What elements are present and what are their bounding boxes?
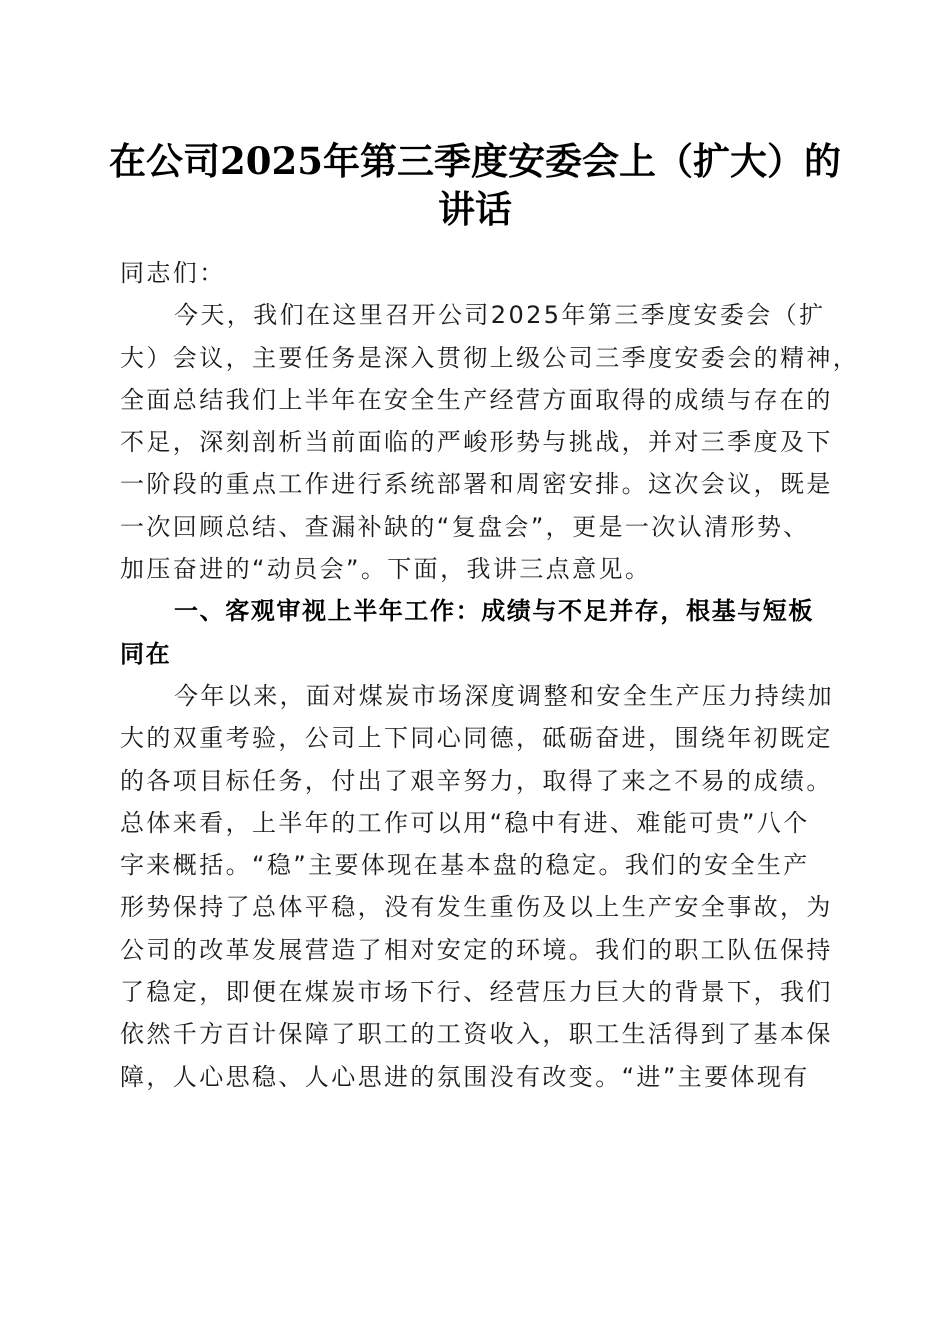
text-line: 障，人心思稳、人心思进的氛围没有改变。“进”主要体现有: [120, 1062, 810, 1091]
text-line: 今天，我们在这里召开公司2025年第三季度安委会（扩: [174, 301, 826, 330]
text-line: 总体来看，上半年的工作可以用“稳中有进、难能可贵”八个: [120, 808, 810, 837]
text-line: 全面总结我们上半年在安全生产经营方面取得的成绩与存在的: [120, 385, 833, 414]
text-line: 今年以来，面对煤炭市场深度调整和安全生产压力持续加: [174, 681, 834, 710]
document-title: [100, 137, 850, 233]
document-body: [120, 252, 860, 1098]
text-line: 加压奋进的“动员会”。下面，我讲三点意见。: [120, 555, 652, 584]
heading-line: 同在: [120, 639, 172, 668]
paragraph-opening: [120, 294, 860, 590]
text-line: 依然千方百计保障了职工的工资收入，职工生活得到了基本保: [120, 1020, 833, 1049]
salutation: 同志们：: [120, 259, 226, 287]
text-line: 不足，深刻剖析当前面临的严峻形势与挑战，并对三季度及下: [120, 428, 833, 457]
text-line: 了稳定，即便在煤炭市场下行、经营压力巨大的背景下，我们: [120, 978, 833, 1007]
section-heading-1: [120, 590, 832, 675]
paragraph-section-1: [120, 675, 832, 1098]
text-line: 一阶段的重点工作进行系统部署和周密安排。这次会议，既是: [120, 470, 833, 499]
text-line: 字来概括。“稳”主要体现在基本盘的稳定。我们的安全生产: [120, 851, 810, 880]
text-line: 形势保持了总体平稳，没有发生重伤及以上生产安全事故，为: [120, 893, 833, 922]
title-line-1: 在公司2025年第三季度安委会上（扩大）的: [109, 139, 841, 183]
text-line: 的各项目标任务，付出了艰辛努力，取得了来之不易的成绩。: [120, 766, 833, 795]
title-line-2: 讲话: [438, 187, 512, 231]
heading-line: 一、客观审视上半年工作：成绩与不足并存，根基与短板: [174, 597, 814, 626]
text-line: 大）会议，主要任务是深入贯彻上级公司三季度安委会的精神，: [120, 343, 860, 372]
text-line: 公司的改革发展营造了相对安定的环境。我们的职工队伍保持: [120, 935, 833, 964]
text-line: 大的双重考验，公司上下同心同德，砥砺奋进，围绕年初既定: [120, 724, 833, 753]
text-line: 一次回顾总结、查漏补缺的“复盘会”，更是一次认清形势、: [120, 512, 810, 541]
